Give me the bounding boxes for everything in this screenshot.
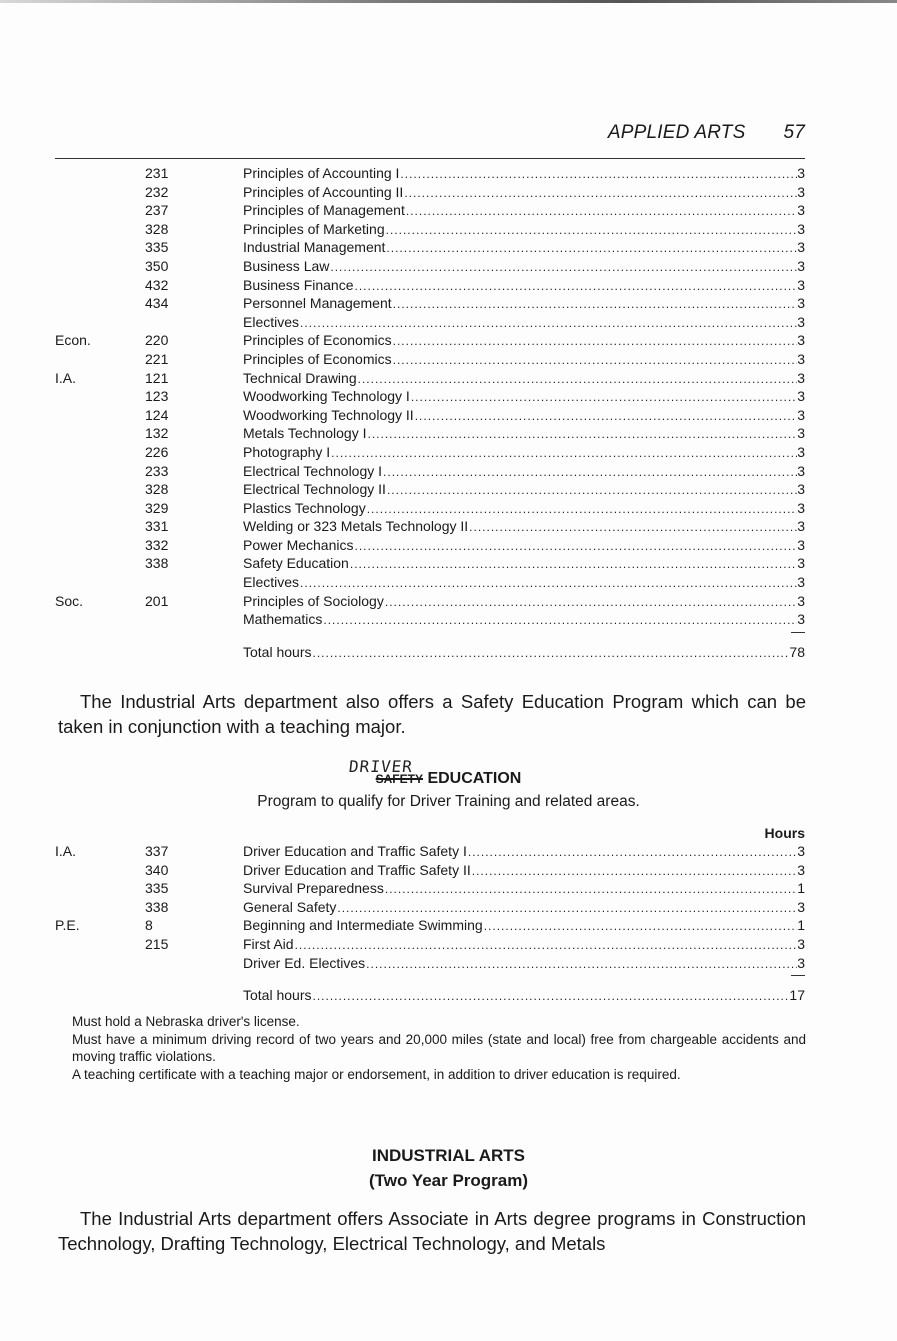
course-row (55, 554, 805, 573)
dot-leader (404, 184, 797, 203)
dot-leader (386, 221, 798, 240)
course-number: 132 (145, 425, 169, 442)
dot-leader (383, 463, 797, 482)
course-title: Photography I (243, 443, 331, 460)
course-title: Electives (243, 313, 300, 330)
credit-hours: 3 (797, 183, 805, 200)
course-title: Principles of Accounting I (243, 165, 400, 181)
credit-hours: 3 (797, 295, 805, 312)
credit-hours: 3 (797, 350, 805, 367)
course-title: Power Mechanics (243, 536, 354, 553)
requirements-notes (58, 1013, 806, 1083)
course-number: 338 (145, 555, 169, 572)
dot-leader (468, 843, 797, 862)
course-number: 121 (145, 369, 169, 386)
dot-leader (415, 407, 798, 426)
dot-leader (406, 202, 797, 221)
course-row (55, 861, 805, 880)
credit-hours: 3 (797, 239, 805, 256)
credit-hours: 3 (797, 611, 805, 628)
note: A teaching certificate with a teaching major or endorsement, in addition to driver education is required. (72, 1066, 681, 1082)
dot-leader (367, 425, 797, 444)
course-row (55, 238, 805, 257)
course-number: 201 (145, 592, 169, 609)
course-number: 221 (145, 350, 169, 367)
course-row (55, 220, 805, 239)
course-row (55, 935, 805, 954)
sum-rule (791, 975, 805, 976)
course-title: Driver Education and Traffic Safety II (243, 861, 471, 878)
safety-program-paragraph: The Industrial Arts department also offers a Safety Education Program which can be taken in conjunction with a teaching major. (58, 691, 806, 737)
course-row (55, 313, 805, 332)
dot-leader (385, 880, 797, 899)
credit-hours: 3 (797, 313, 805, 330)
course-number: 432 (145, 276, 169, 293)
course-row (55, 201, 805, 220)
dot-leader (469, 518, 797, 537)
course-table-driver-education (55, 842, 805, 1005)
credit-hours: 3 (797, 481, 805, 498)
total-hours: 78 (789, 643, 805, 660)
course-row (55, 517, 805, 536)
course-number: 123 (145, 388, 169, 405)
course-number: 232 (145, 183, 169, 200)
course-number: 8 (145, 917, 153, 934)
course-number: 338 (145, 898, 169, 915)
course-title: Personnel Management (243, 295, 392, 312)
course-title: Principles of Economics (243, 332, 392, 349)
course-row (55, 350, 805, 369)
sum-rule (791, 632, 805, 633)
course-row (55, 573, 805, 592)
running-head (560, 122, 805, 144)
course-row (55, 610, 805, 629)
dot-leader (323, 611, 797, 630)
credit-hours: 3 (797, 898, 805, 915)
dot-leader (331, 444, 797, 463)
course-title: Principles of Economics (243, 350, 392, 367)
dot-leader (300, 574, 797, 593)
course-title: Plastics Technology (243, 499, 366, 516)
dot-leader (350, 555, 797, 574)
course-row (55, 294, 805, 313)
course-number: 335 (145, 880, 169, 897)
course-row (55, 164, 805, 183)
department: Soc. (55, 592, 84, 609)
credit-hours: 1 (797, 880, 805, 897)
department: I.A. (55, 843, 77, 859)
dot-leader (355, 277, 798, 296)
course-number: 237 (145, 202, 169, 219)
credit-hours: 3 (797, 592, 805, 609)
dot-leader (330, 258, 797, 277)
course-title: Technical Drawing (243, 369, 357, 386)
course-title: Mathematics (243, 611, 323, 628)
course-row (55, 369, 805, 388)
dot-leader (295, 936, 798, 955)
course-title: Woodworking Technology II (243, 406, 414, 423)
department: Econ. (55, 332, 91, 349)
course-row (55, 276, 805, 295)
credit-hours: 3 (797, 518, 805, 535)
page-top-edge (0, 0, 897, 3)
course-title: Driver Education and Traffic Safety I (243, 843, 467, 859)
credit-hours: 3 (797, 220, 805, 237)
hours-column-header: Hours (764, 825, 805, 841)
note: Must hold a Nebraska driver's license. (72, 1014, 300, 1029)
course-row (55, 443, 805, 462)
course-number: 215 (145, 935, 169, 952)
dot-leader (472, 862, 797, 881)
course-row (55, 954, 805, 973)
course-table-applied-arts (55, 164, 805, 661)
dot-leader (400, 165, 797, 184)
course-title: Metals Technology I (243, 425, 367, 442)
note: Must have a minimum driving record of two years and 20,000 miles (state and local) free from chargeable accidents and moving traffic violations. (72, 1031, 806, 1064)
credit-hours: 3 (797, 574, 805, 591)
dot-leader (300, 314, 797, 333)
dot-leader (411, 388, 797, 407)
course-title: Driver Ed. Electives (243, 954, 366, 971)
industrial-arts-subheading: (Two Year Program) (368, 1171, 529, 1190)
struck-word: SAFETY (375, 772, 423, 786)
course-row (55, 592, 805, 611)
course-number: 124 (145, 406, 169, 423)
dot-leader (312, 644, 789, 663)
course-number: 331 (145, 518, 169, 535)
dot-leader (387, 481, 797, 500)
section-title: APPLIED ARTS (607, 122, 746, 143)
dot-leader (337, 899, 797, 918)
course-number: 329 (145, 499, 169, 516)
credit-hours: 3 (797, 406, 805, 423)
course-row (55, 916, 805, 935)
course-title: Industrial Management (243, 239, 386, 256)
credit-hours: 3 (797, 536, 805, 553)
dot-leader (358, 370, 798, 389)
industrial-arts-paragraph: The Industrial Arts department offers Associate in Arts degree programs in Construction Technology, Drafting Technology, Electrical Technology, and Metals (58, 1208, 806, 1254)
course-row (55, 462, 805, 481)
dot-leader (385, 593, 797, 612)
course-title: Electives (243, 574, 300, 591)
credit-hours: 3 (797, 462, 805, 479)
course-title: Survival Preparedness (243, 880, 384, 897)
department: I.A. (55, 369, 77, 386)
course-row (55, 331, 805, 350)
credit-hours: 3 (797, 257, 805, 274)
total-label: Total hours (243, 987, 312, 1004)
course-title: Principles of Accounting II (243, 183, 404, 200)
course-row (55, 898, 805, 917)
credit-hours: 3 (797, 332, 805, 349)
course-row (55, 536, 805, 555)
driver-education-heading (0, 770, 897, 788)
department: P.E. (55, 917, 80, 934)
credit-hours: 3 (797, 861, 805, 878)
credit-hours: 1 (797, 917, 805, 934)
course-title: Welding or 323 Metals Technology II (243, 518, 469, 535)
course-number: 340 (145, 861, 169, 878)
course-title: Electrical Technology I (243, 462, 383, 479)
course-title: Principles of Management (243, 202, 405, 219)
course-title: Woodworking Technology I (243, 388, 410, 405)
course-number: 233 (145, 462, 169, 479)
dot-leader (367, 500, 798, 519)
credit-hours: 3 (797, 935, 805, 952)
total-label: Total hours (243, 643, 312, 660)
course-number: 350 (145, 257, 169, 274)
header-rule (55, 158, 805, 159)
dot-leader (393, 351, 798, 370)
course-number: 434 (145, 295, 169, 312)
course-title: Electrical Technology II (243, 481, 386, 498)
course-number: 332 (145, 536, 169, 553)
credit-hours: 3 (797, 555, 805, 572)
course-row (55, 424, 805, 443)
sum-rule-row (55, 972, 805, 986)
dot-leader (386, 239, 797, 258)
course-title: Principles of Sociology (243, 592, 384, 609)
dot-leader (393, 332, 798, 351)
dot-leader (393, 295, 798, 314)
credit-hours: 3 (797, 954, 805, 971)
course-row (55, 480, 805, 499)
credit-hours: 3 (797, 369, 805, 386)
credit-hours: 3 (797, 202, 805, 219)
course-title: General Safety (243, 898, 337, 915)
course-title: Principles of Marketing (243, 220, 385, 237)
dot-leader (355, 537, 798, 556)
course-title: Safety Education (243, 555, 349, 572)
credit-hours: 3 (797, 425, 805, 442)
course-number: 328 (145, 220, 169, 237)
course-row (55, 257, 805, 276)
credit-hours: 3 (797, 276, 805, 293)
credit-hours: 3 (797, 843, 805, 859)
total-row (55, 986, 805, 1005)
course-row (55, 183, 805, 202)
course-row (55, 387, 805, 406)
handwritten-correction: DRIVER (348, 757, 414, 776)
heading-text: EDUCATION (427, 770, 522, 787)
course-title: Beginning and Intermediate Swimming (243, 917, 483, 934)
credit-hours: 3 (797, 165, 805, 181)
course-row (55, 499, 805, 518)
course-number: 337 (145, 843, 169, 859)
credit-hours: 3 (797, 388, 805, 405)
course-row (55, 406, 805, 425)
page-number: 57 (783, 122, 805, 143)
course-number: 328 (145, 481, 169, 498)
dot-leader (312, 987, 789, 1006)
credit-hours: 3 (797, 499, 805, 516)
course-title: Business Law (243, 257, 330, 274)
total-row (55, 643, 805, 662)
course-row (55, 842, 805, 861)
course-number: 335 (145, 239, 169, 256)
sum-rule-row (55, 629, 805, 643)
driver-education-subheading: Program to qualify for Driver Training and related areas. (257, 793, 640, 810)
course-number: 220 (145, 332, 169, 349)
dot-leader (484, 917, 798, 936)
course-title: Business Finance (243, 276, 354, 293)
course-number: 231 (145, 165, 169, 181)
course-title: First Aid (243, 935, 294, 952)
course-number: 226 (145, 443, 169, 460)
dot-leader (366, 955, 797, 974)
industrial-arts-heading: INDUSTRIAL ARTS (372, 1146, 525, 1165)
credit-hours: 3 (797, 443, 805, 460)
course-row (55, 879, 805, 898)
total-hours: 17 (789, 987, 805, 1004)
